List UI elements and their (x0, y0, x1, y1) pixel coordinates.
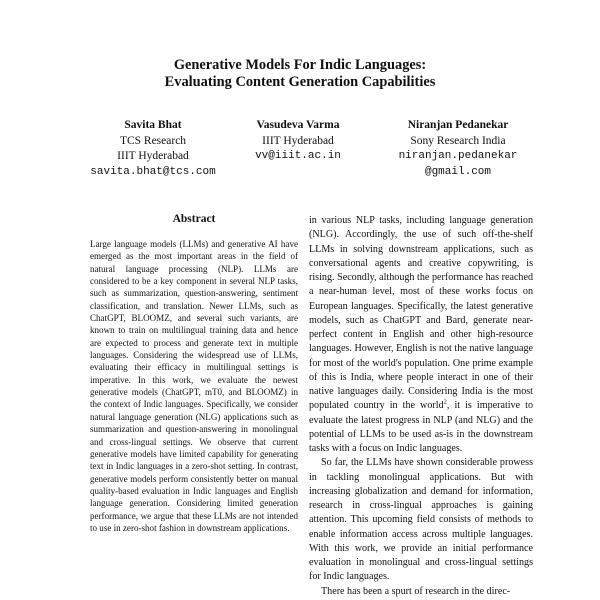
author-name: Savita Bhat (124, 119, 182, 131)
body-text: in various NLP tasks, including language generation (NLG). Accordingly, the use of such off-the-shelf LLMs in solving downstream applications, such as conversational agents and creative copywriting, is rising. Secondly, although the performance has reached a near-human level, most of these works focus on European languages. Specifically, the latest generative models, such as ChatGPT and Bard, generate near-perfect content in English and other high-resource languages. However, English is not the native language for most of the world's population. One prime example of this is India, where people interact in one of their native languages daily. Considering India is the most populated country in the world (309, 215, 533, 412)
body-paragraph-3: There has been a spurt of research in the direc- (321, 585, 511, 597)
author-name: Niranjan Pedanekar (407, 119, 509, 131)
author-email: vv@iiit.ac.in (255, 150, 341, 162)
author-block-3 (373, 118, 543, 180)
body-paragraph-2: So far, the LLMs have shown considerable prowess in tackling monolingual applications. But with increasing globalization and demand for information, research in cross-lingual approaches is gaining attention. This upcoming field consists of methods to enable information access across multiple languages. With this work, we provide an initial performance evaluation in monolingual and cross-lingual settings for Indic languages. (309, 457, 533, 583)
author-affiliation: IIIT Hyderabad (117, 150, 189, 162)
author-name: Vasudeva Varma (256, 119, 340, 131)
body-column (309, 214, 533, 599)
body-text: , it is imperative to evaluate the latest progress in NLP (and NLG) and the potential of LLMs to be used as-is in the downstream tasks with a focus on Indic languages. (309, 400, 533, 454)
title-line-2: Evaluating Content Generation Capabilities (164, 74, 436, 90)
author-affiliation: Sony Research India (410, 134, 506, 147)
author-email: niranjan.pedanekar (398, 150, 518, 162)
body-paragraph-1 (309, 214, 533, 456)
author-affiliation: IIIT Hyderabad (262, 134, 334, 147)
author-email: @gmail.com (424, 165, 491, 178)
author-block-2 (213, 118, 383, 165)
paper-title (100, 57, 500, 91)
abstract-text: Large language models (LLMs) and generative AI have emerged as the most important areas in the field of natural language processing (NLP). LLMs are considered to be a key component in several NLP tasks, such as summarization, question-answering, sentiment classification, and translation. Newer LLMs, such as ChatGPT, BLOOMZ, and several such variants, are known to train on multilingual training data and hence are expected to process and generate text in multiple languages. Considering the widespread use of LLMs, evaluating their efficacy in multilingual settings is imperative. In this work, we evaluate the newest generative models (ChatGPT, mT0, and BLOOMZ) in the context of Indic languages. Specifically, we consider natural language generation (NLG) applications such as summarization and question-answering in monolingual and cross-lingual settings. We observe that current generative models have limited capability for generating text in Indic languages in a zero-shot setting. In contrast, generative models perform consistently better on manual quality-based evaluation in Indic languages and English language generation. Considering limited generation performance, we argue that these LLMs are not intended to use in zero-shot fashion in downstream applications. (90, 239, 298, 533)
title-line-1: Generative Models For Indic Languages: (173, 57, 427, 73)
author-affiliation: TCS Research (119, 134, 187, 147)
abstract-heading: Abstract (172, 213, 216, 225)
author-email: savita.bhat@tcs.com (90, 165, 216, 178)
footnote-mark[interactable]: 2 (443, 398, 447, 406)
